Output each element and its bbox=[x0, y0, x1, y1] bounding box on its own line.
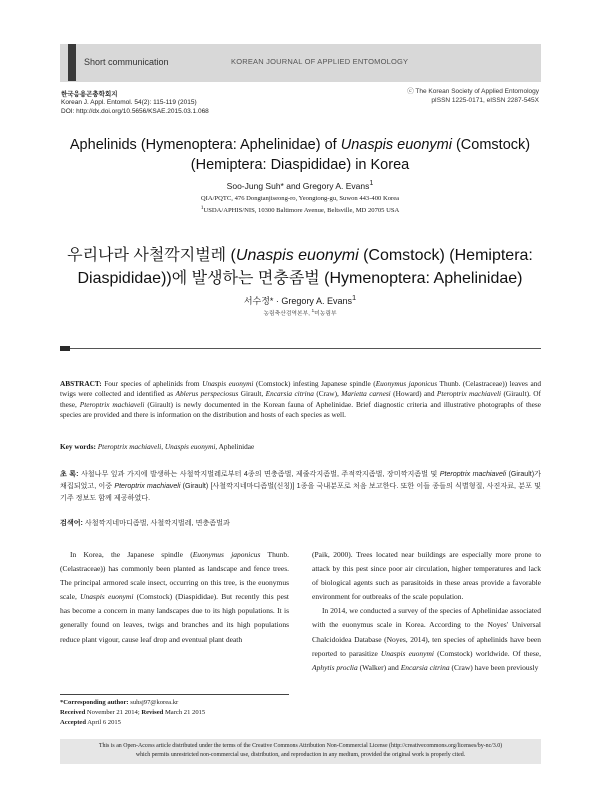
license-box bbox=[60, 739, 541, 764]
keywords-ko-label: 검색어: bbox=[60, 519, 83, 527]
received-revised bbox=[60, 708, 205, 718]
footnote-label: Accepted bbox=[60, 719, 86, 727]
keywords-ko bbox=[60, 518, 541, 528]
body-text: (Comstock) (Diaspididae). But recently this pest has become a concern in many landscapes due to its high populations. It is generally found on leaves, twigs and branches and its high populations reduce plant vigour, cause leaf drop and eventual plant death bbox=[60, 592, 289, 644]
species-name: Pteroptrix machiaveli bbox=[439, 470, 507, 478]
keywords-ko-text: 사철깍지네마디좀벌, 사철깍지벌레, 면충좀벌과 bbox=[82, 519, 230, 527]
corresponding-author bbox=[60, 698, 205, 708]
issn-line: pISSN 1225-0171, eISSN 2287-545X bbox=[431, 96, 539, 104]
author-names: Soo-Jung Suh* and Gregory A. Evans bbox=[226, 180, 370, 191]
author-names-ko: 서수정* · Gregory A. Evans bbox=[243, 296, 352, 306]
author-sup-ko: 1 bbox=[351, 293, 357, 302]
keywords-text: Aphelinidae bbox=[217, 442, 255, 451]
species-name: Pteroptrix machiaveli bbox=[114, 482, 181, 491]
species-name: Unaspis euonymi bbox=[380, 648, 434, 658]
abstract-ko bbox=[60, 468, 541, 504]
species-name: Aphytis proclia bbox=[312, 662, 358, 672]
license-line1: This is an Open-Access article distributed under the terms of the Creative Commons Attribution Non-Commercial License (http://creativecommons.org/licenses/by-nc/3.0) bbox=[98, 743, 503, 749]
copyright-block bbox=[407, 88, 539, 105]
article-type-label: Short communication bbox=[84, 57, 169, 67]
authors-ko bbox=[0, 293, 600, 307]
abstract-text: Four species of aphelinids from bbox=[101, 379, 203, 388]
species-name: Euonymus japonicus bbox=[192, 550, 261, 559]
body-paragraph bbox=[312, 604, 541, 674]
abstract-text: (Girault). Of these, bbox=[60, 389, 541, 409]
species-name: Ablerus perspeciosus bbox=[175, 389, 239, 399]
journal-name-header: KOREAN JOURNAL OF APPLIED ENTOMOLOGY bbox=[231, 57, 409, 66]
footnote-date: April 6 2015 bbox=[86, 719, 121, 727]
body-text: (Comstock) worldwide. Of these, bbox=[434, 648, 541, 658]
keywords-italic: Pteroptrix machiaveli, Unaspis euonymi, bbox=[97, 442, 218, 451]
title-ko-text: 우리나라 사철깍지벌레 ( bbox=[67, 247, 236, 264]
body-column-right bbox=[312, 548, 541, 675]
title-en-line2: (Hemiptera: Diaspididae) in Korea bbox=[190, 157, 410, 173]
body-text: In 2014, we conducted a survey of the species of Aphelinidae associated with the euonymus scale in Korea. According to the Noyes' Universal Chalcidoidea Database (Noyes, 2014), ten species of aphelinids have been reported to parasitize bbox=[312, 606, 541, 658]
body-text: Thunb. (Celastraceae)) has commonly been planted as landscape and fence trees. The principal armored scale insect, occurring on this tree, is the euonymus scale, bbox=[60, 550, 289, 602]
email-link[interactable]: suhsj97@korea.kr bbox=[128, 699, 179, 706]
journal-info bbox=[61, 91, 209, 116]
body-text: In Korea, the Japanese spindle ( bbox=[70, 550, 193, 559]
species-name: Encarsia citrina bbox=[265, 389, 314, 399]
abstract-text: (Craw), bbox=[313, 389, 342, 399]
affiliation-ko bbox=[0, 308, 600, 317]
journal-korean-name: 한국응용곤충학회지 bbox=[61, 91, 118, 98]
footnote-divider bbox=[60, 694, 289, 695]
affiliation-1: QIA/PQTC, 476 Dongtanjiseong-ro, Yeongtong-gu, Suwon 443-400 Korea bbox=[200, 195, 400, 202]
body-text: (Craw) have been previously bbox=[449, 662, 539, 672]
title-species: Unaspis euonymi bbox=[340, 137, 452, 153]
abstract-ko-text: 사철나무 잎과 가지에 발생하는 사철깍지벌레로부터 4종의 면충좀벌, 제줄각지좀벌, 주적깍지좀벌, 장미깍지좀벌 및 bbox=[78, 470, 440, 478]
body-column-left bbox=[60, 548, 289, 647]
species-name: Pteroptrix machiaveli bbox=[436, 389, 502, 399]
affiliation-ko-1: 농림축산검역본부, bbox=[263, 311, 312, 317]
footnote-date: November 21 2014; bbox=[85, 709, 142, 717]
footnote-date: March 21 2015 bbox=[163, 709, 206, 717]
title-text: (Comstock) bbox=[451, 137, 531, 153]
keywords-label: Key words: bbox=[60, 442, 96, 451]
footnote-label: Revised bbox=[141, 709, 164, 717]
accepted bbox=[60, 718, 205, 728]
abstract-text: Thunb. (Celastraceae)) leaves and twigs were collected and identified as bbox=[60, 379, 541, 399]
species-name: Unaspis euonymi bbox=[80, 592, 134, 602]
journal-citation: Korean J. Appl. Entomol. 54(2): 115-119 (2015) bbox=[61, 99, 197, 107]
abstract-ko-text: (Girault) [사철깍지네마디좀벌(신칭)] 1종을 국내분포로 처음 보고한다. 또한 이들 종들의 식별형질, 사진자료, 분포 및 기주 정보도 함께 제공하였다. bbox=[60, 482, 541, 503]
affiliation-text: USDA/APHIS/NIS, 10300 Baltimore Avenue, Beltsville, MD 20705 USA bbox=[203, 207, 400, 215]
section-divider-mark bbox=[60, 346, 70, 351]
affiliation-sup: 1 bbox=[200, 205, 204, 211]
title-en-line1 bbox=[0, 137, 600, 153]
species-name: Unaspis euonymi bbox=[202, 379, 254, 388]
authors-en bbox=[0, 179, 600, 191]
abstract-text: (Girault) is newly documented in the Korean fauna of Aphelinidae. Brief diagnostic criteria and illustrative photographs of these species are provided and there is information on the distribution and hosts of each species as well. bbox=[60, 399, 541, 420]
copyright-society: ⓒ The Korean Society of Applied Entomology bbox=[407, 88, 539, 95]
abstract-ko-label: 초 록: bbox=[60, 470, 79, 478]
license-line2: which permits unrestricted non-commercial use, distribution, and reproduction in any medium, provided the original work is properly cited. bbox=[135, 752, 466, 758]
species-name: Pteroptrix machiaveli bbox=[79, 399, 145, 409]
footnote bbox=[60, 698, 205, 729]
affiliation-ko-sup: 1 bbox=[311, 309, 315, 315]
title-text: Aphelinids (Hymenoptera: Aphelinidae) of bbox=[69, 137, 341, 153]
footnote-label: Received bbox=[60, 709, 86, 717]
keywords bbox=[60, 442, 541, 451]
section-divider bbox=[60, 348, 541, 349]
body-paragraph: (Paik, 2000). Trees located near buildings are especially more prone to attack by this pest since poor air circulation, higher temperatures and lack of biological agents such as parasitoids in these areas provide a favorable environment for outbreaks of the scale population. bbox=[312, 550, 541, 602]
affiliation-ko-2: 미농림부 bbox=[314, 311, 337, 317]
abstract-text: (Howard) and bbox=[390, 389, 437, 399]
species-name: Encarsia citrina bbox=[400, 662, 450, 672]
header-accent-mark bbox=[68, 44, 76, 81]
author-sup: 1 bbox=[369, 179, 374, 187]
doi-link[interactable]: DOI: http://dx.doi.org/10.5656/KSAE.2015.03.1.068 bbox=[61, 107, 209, 115]
abstract-text: Girault, bbox=[238, 389, 266, 399]
abstract-label: ABSTRACT: bbox=[60, 379, 102, 388]
body-text: (Walker) and bbox=[357, 662, 401, 672]
abstract-text: (Comstock) infesting Japanese spindle ( bbox=[253, 379, 376, 388]
title-ko-text: (Comstock) (Hemiptera: bbox=[358, 247, 533, 264]
title-ko-species: Unaspis euonymi bbox=[235, 247, 359, 264]
affiliation-2 bbox=[0, 205, 600, 214]
species-name: Euonymus japonicus bbox=[375, 379, 438, 388]
abstract-ko-text: (Girault)가 채집되었고, 이중 bbox=[60, 470, 541, 491]
title-ko-line1 bbox=[0, 242, 600, 265]
title-ko-line2: Diaspididae))에 발생하는 면충좀벌 (Hymenoptera: Aphelinidae) bbox=[77, 270, 523, 287]
abstract bbox=[60, 379, 541, 421]
species-name: Marietta carnesi bbox=[341, 389, 391, 399]
footnote-label: *Corresponding author: bbox=[60, 699, 129, 706]
